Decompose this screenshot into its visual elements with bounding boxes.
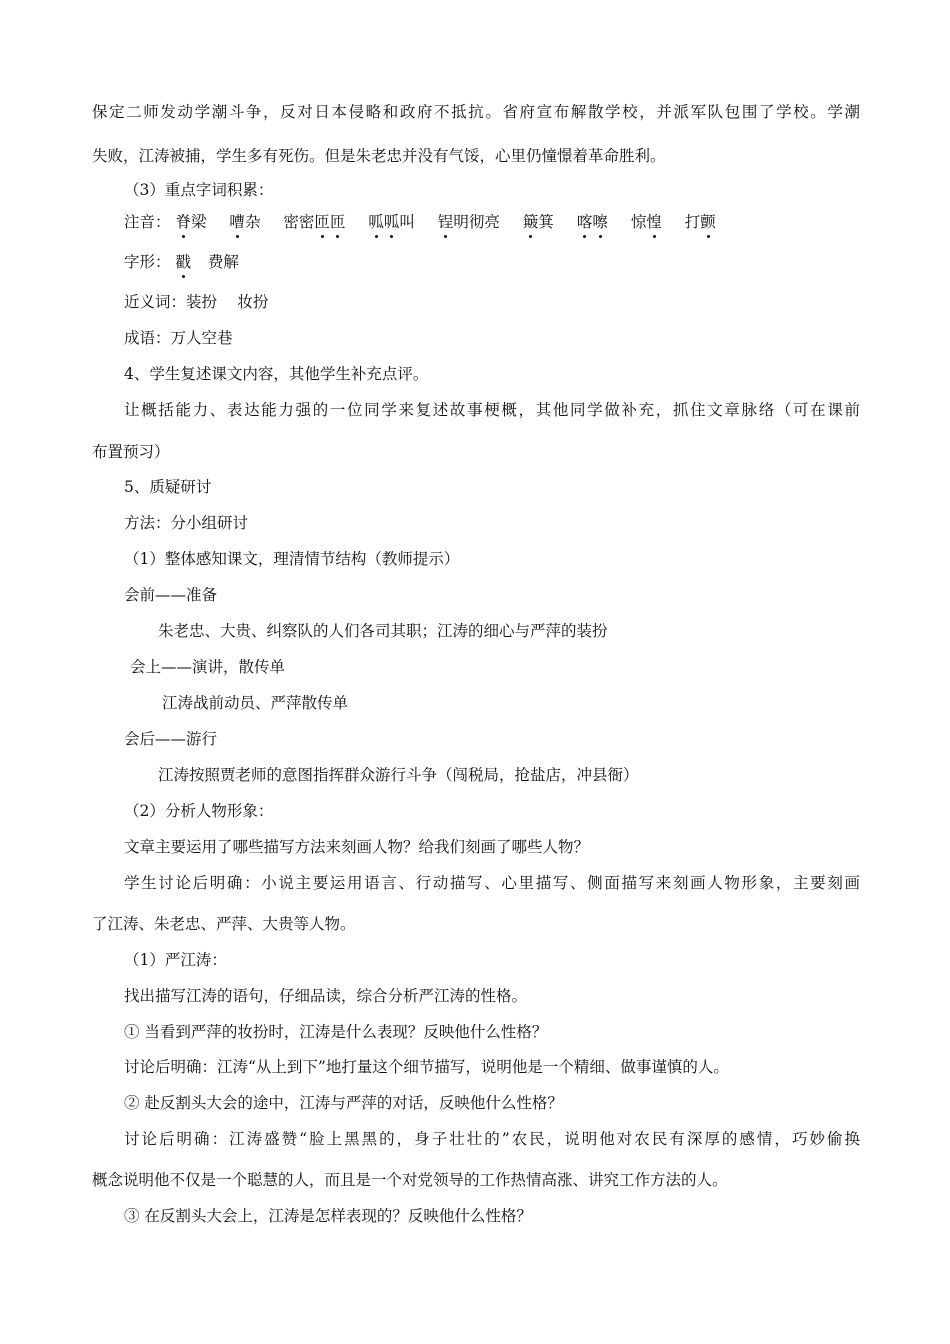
vocab-word: 喀嚓 bbox=[576, 213, 608, 231]
section-heading: 5、质疑研讨 bbox=[124, 478, 212, 496]
section-heading: （2）分析人物形象： bbox=[124, 802, 274, 820]
paragraph-line: 了江涛、朱老忠、严萍、大贵等人物。 bbox=[92, 915, 356, 933]
paragraph-line: 近义词：装扮 妆扮 bbox=[124, 293, 269, 311]
paragraph-line: 讨论后明确：江涛“从上到下”地打量这个细节描写，说明他是一个精细、做事谨慎的人。 bbox=[124, 1058, 729, 1076]
paragraph-line: 布置预习） bbox=[92, 443, 170, 461]
vocab-word: 费解 bbox=[207, 253, 239, 271]
section-heading: （1）严江涛： bbox=[124, 951, 227, 969]
paragraph-line: 让概括能力、表达能力强的一位同学来复述故事梗概，其他同学做补充，抓住文章脉络（可在课前 bbox=[124, 401, 860, 419]
vocab-word: 惊惶 bbox=[630, 213, 662, 231]
paragraph-line: 讨论后明确：江涛盛赞“脸上黑黑的，身子壮壮的”农民，说明他对农民有深厚的感情，巧妙偷换 bbox=[124, 1130, 860, 1148]
paragraph-line: 成语：万人空巷 bbox=[124, 329, 233, 347]
vocab-word: 脊梁 bbox=[175, 213, 207, 231]
paragraph-line: 学生讨论后明确：小说主要运用语言、行动描写、心里描写、侧面描写来刻画人物形象，主要刻画 bbox=[124, 874, 860, 892]
vocab-word: 嘈杂 bbox=[229, 213, 261, 231]
section-heading: （3）重点字词积累： bbox=[124, 181, 274, 199]
paragraph-line: 江涛按照贾老师的意图指挥群众游行斗争（闯税局，抢盐店，冲县衙） bbox=[158, 766, 639, 784]
paragraph-line: 概念说明他不仅是一个聪慧的人，而且是一个对党领导的工作热情高涨、讲究工作方法的人。 bbox=[92, 1171, 728, 1189]
paragraph-line: 朱老忠、大贵、纠察队的人们各司其职；江涛的细心与严萍的装扮 bbox=[158, 622, 608, 640]
paragraph-line: 文章主要运用了哪些描写方法来刻画人物？给我们刻画了哪些人物？ bbox=[124, 838, 590, 856]
paragraph-line: 找出描写江涛的语句，仔细品读，综合分析严江涛的性格。 bbox=[124, 987, 528, 1005]
pronunciation-row bbox=[124, 212, 716, 232]
vocab-word: 密密匝匝 bbox=[283, 213, 346, 231]
glyph-label: 字形： bbox=[124, 253, 171, 271]
pronunciation-label: 注音： bbox=[124, 213, 171, 231]
section-heading: （1）整体感知课文，理清情节结构（教师提示） bbox=[124, 550, 460, 568]
paragraph-line: 会后——游行 bbox=[124, 730, 218, 748]
question-line: ① 当看到严萍的妆扮时，江涛是什么表现？反映他什么性格？ bbox=[124, 1023, 548, 1041]
vocab-word: 戳 bbox=[175, 253, 191, 271]
glyph-row bbox=[124, 252, 239, 272]
paragraph-line: 保定二师发动学潮斗争，反对日本侵略和政府不抵抗。省府宣布解散学校，并派军队包围了学校。学潮 bbox=[92, 103, 860, 121]
vocab-word: 打颤 bbox=[684, 213, 716, 231]
vocab-word: 簸箕 bbox=[522, 213, 554, 231]
question-line: ② 赴反割头大会的途中，江涛与严萍的对话，反映他什么性格？ bbox=[124, 1094, 563, 1112]
paragraph-line: 会上——演讲，散传单 bbox=[130, 658, 286, 676]
vocab-word: 锃明彻亮 bbox=[437, 213, 500, 231]
paragraph-line: 江涛战前动员、严萍散传单 bbox=[162, 694, 349, 712]
vocab-word: 呱呱叫 bbox=[368, 213, 415, 231]
paragraph-line: 失败，江涛被捕，学生多有死伤。但是朱老忠并没有气馁，心里仍憧憬着革命胜利。 bbox=[92, 147, 666, 165]
question-line: ③ 在反割头大会上，江涛是怎样表现的？反映他什么性格？ bbox=[124, 1207, 532, 1225]
paragraph-line: 方法：分小组研讨 bbox=[124, 514, 249, 532]
section-heading: 4、学生复述课文内容，其他学生补充点评。 bbox=[124, 365, 429, 383]
paragraph-line: 会前——准备 bbox=[124, 586, 218, 604]
